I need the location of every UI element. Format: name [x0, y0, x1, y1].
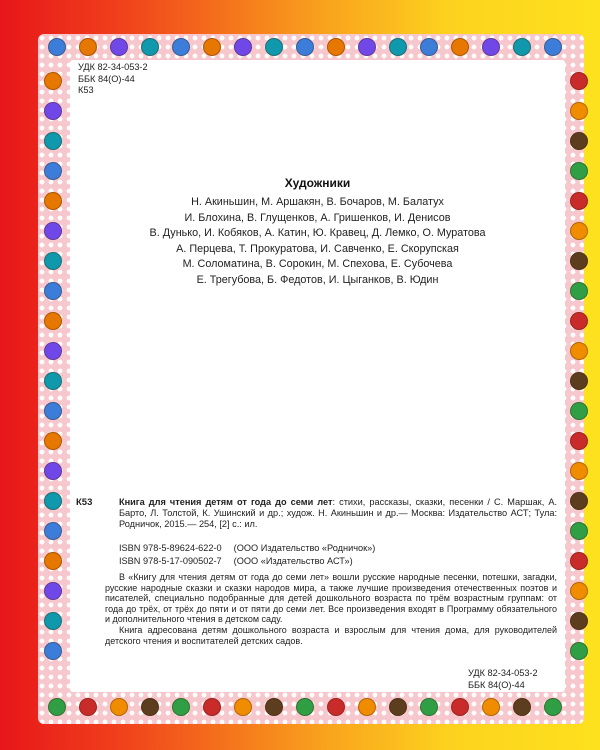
- bird-icon: [48, 698, 66, 716]
- bird-icon: [570, 312, 588, 330]
- toy-icon: [203, 38, 221, 56]
- isbn-publisher: (ООО Издательство «Родничок»): [233, 543, 376, 553]
- house-icon: [44, 132, 62, 150]
- cat-icon: [79, 38, 97, 56]
- isbn-number: ISBN 978-5-89624-622-0: [119, 543, 222, 553]
- toy-icon: [513, 38, 531, 56]
- udk-code: УДК 82-34-053-2: [468, 668, 538, 678]
- cat-icon: [44, 492, 62, 510]
- fish-icon: [110, 38, 128, 56]
- udk-code: УДК 82-34-053-2: [78, 62, 148, 72]
- hedgehog-icon: [172, 698, 190, 716]
- house-icon: [482, 38, 500, 56]
- isbn-number: ISBN 978-5-17-090502-7: [119, 556, 222, 566]
- train-icon: [296, 698, 314, 716]
- fish-icon: [44, 222, 62, 240]
- flower-icon: [570, 72, 588, 90]
- flower-icon: [110, 698, 128, 716]
- flower-icon: [570, 222, 588, 240]
- illustrators-line: И. Блохина, В. Глущенков, А. Гришенков, И. Денисов: [184, 211, 451, 224]
- illustrators-line: М. Соломатина, В. Сорокин, М. Спехова, Е. Субочева: [182, 258, 453, 270]
- ball-icon: [296, 38, 314, 56]
- hedgehog-icon: [327, 698, 345, 716]
- fish-icon: [420, 38, 438, 56]
- ball-icon: [44, 552, 62, 570]
- flower-icon: [265, 698, 283, 716]
- isbn-row: [119, 556, 375, 569]
- illustrators-list: [70, 195, 565, 288]
- illustrators-heading: Художники: [284, 176, 351, 190]
- train-icon: [570, 402, 588, 420]
- bbk-code: ББК 84(О)-44: [468, 679, 525, 690]
- cat-icon: [544, 38, 562, 56]
- dog-icon: [570, 342, 588, 360]
- illustrators-line: Н. Акиньшин, М. Аршакян, В. Бочаров, М. Балатух: [191, 196, 444, 208]
- dog-icon: [570, 642, 588, 660]
- book-title: Книга для чтения детям от года до семи лет: [119, 497, 333, 507]
- record-index: К53: [76, 497, 93, 508]
- dog-icon: [389, 698, 407, 716]
- house-icon: [44, 582, 62, 600]
- ball-icon: [44, 252, 62, 270]
- isbn-row: [119, 543, 375, 556]
- bird-icon: [570, 162, 588, 180]
- fish-icon: [265, 38, 283, 56]
- cat-icon: [389, 38, 407, 56]
- ball-icon: [451, 38, 469, 56]
- isbn-publisher: (ООО «Издательство АСТ»): [233, 556, 353, 566]
- illustrators-line: А. Перцева, Т. Прокуратова, И. Савченко, Е. Скорупская: [176, 242, 459, 255]
- illustrators-line: Е. Трегубова, Б. Федотов, И. Цыганков, В. Юдин: [196, 273, 439, 286]
- annotation: [105, 572, 557, 646]
- ball-icon: [141, 38, 159, 56]
- flower-icon: [570, 522, 588, 540]
- toy-icon: [44, 162, 62, 180]
- fish-icon: [44, 522, 62, 540]
- bird-icon: [513, 698, 531, 716]
- toy-icon: [44, 312, 62, 330]
- book-description: : стихи, рассказы, сказки, песенки / С. Маршак, А. Барто, Л. Толстой, К. Ушинский и др.; худож. Н. Акиньшин и др.— Москва: Издательство АСТ; Тула: Родничок, 2015.— 254, [2] с.: ил.: [119, 497, 557, 529]
- bbk-code: ББК 84(О)-44: [78, 73, 135, 84]
- isbn-list: [119, 543, 375, 569]
- dog-icon: [234, 698, 252, 716]
- flower-icon: [570, 372, 588, 390]
- classification-codes-top: [78, 62, 148, 97]
- cat-icon: [234, 38, 252, 56]
- ball-icon: [44, 102, 62, 120]
- toy-icon: [44, 462, 62, 480]
- dog-icon: [544, 698, 562, 716]
- hedgehog-icon: [570, 432, 588, 450]
- dog-icon: [79, 698, 97, 716]
- bibliographic-record: [119, 497, 557, 530]
- hedgehog-icon: [482, 698, 500, 716]
- dog-icon: [570, 492, 588, 510]
- bird-icon: [570, 462, 588, 480]
- classification-codes-bottom: [468, 668, 538, 691]
- train-icon: [570, 252, 588, 270]
- house-icon: [44, 282, 62, 300]
- train-icon: [570, 552, 588, 570]
- hedgehog-icon: [570, 132, 588, 150]
- bird-icon: [358, 698, 376, 716]
- fish-icon: [44, 372, 62, 390]
- train-icon: [451, 698, 469, 716]
- cat-icon: [44, 192, 62, 210]
- toy-icon: [358, 38, 376, 56]
- toy-icon: [44, 612, 62, 630]
- hedgehog-icon: [570, 582, 588, 600]
- annotation-paragraph: Книга адресована детям дошкольного возраста и взрослым для чтения дома, для руководителей детского чтения и воспитателей детских садов.: [105, 624, 557, 646]
- house-icon: [327, 38, 345, 56]
- toy-icon: [48, 38, 66, 56]
- hedgehog-icon: [570, 282, 588, 300]
- cat-icon: [44, 342, 62, 360]
- ball-icon: [44, 402, 62, 420]
- cat-icon: [44, 642, 62, 660]
- house-icon: [172, 38, 190, 56]
- annotation-paragraph: В «Книгу для чтения детям от года до семи лет» вошли русские народные песенки, потешки, загадки, русские народные сказки и сказки народов мира, а также лучшие произведения отечественных поэтов и писателей, специально подобранные для детей дошкольного возраста по трём возрастным группам: от года до трёх, от трёх до пяти и от пяти до семи лет. Все произведения входят в Программу обязательного и дополнительного чтения в детском саду.: [105, 572, 557, 625]
- author-mark: К53: [78, 85, 94, 95]
- fish-icon: [44, 72, 62, 90]
- train-icon: [570, 102, 588, 120]
- house-icon: [44, 432, 62, 450]
- bird-icon: [570, 612, 588, 630]
- illustrators-line: В. Дунько, И. Кобяков, А. Катин, Ю. Кравец, Д. Лемко, О. Муратова: [149, 227, 486, 239]
- flower-icon: [420, 698, 438, 716]
- train-icon: [141, 698, 159, 716]
- dog-icon: [570, 192, 588, 210]
- bird-icon: [203, 698, 221, 716]
